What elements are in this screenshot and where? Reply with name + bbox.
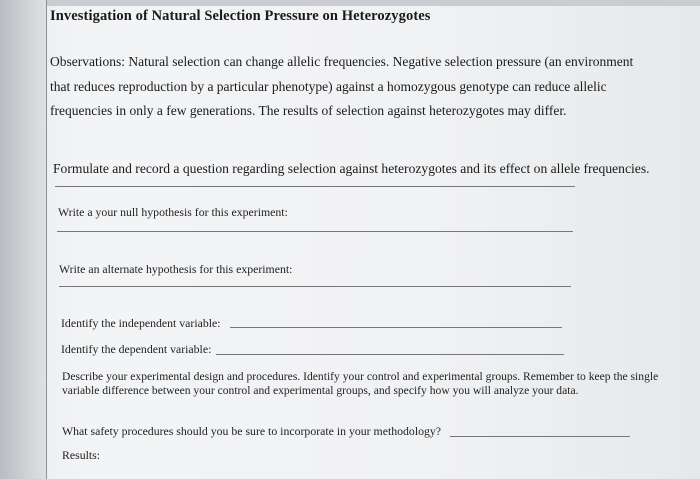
top-edge <box>0 0 700 6</box>
alternate-hypothesis-prompt: Write an alternate hypothesis for this experiment: <box>59 262 293 276</box>
observations-paragraph: Observations: Natural selection can change allelic frequencies. Negative selection pressure (an environment that reduces reproduction by a particular phenotype) against a homozygous genotype can reduce allelic frequencies in only a few generations. The results of selection against heterozygotes may differ. <box>50 54 634 118</box>
design-prompt: Describe your experimental design and procedures. Identify your control and experimental groups. Remember to keep the single variable difference between your control and experimental groups, and specify how you will analyze your data. <box>62 370 659 397</box>
page-title: Investigation of Natural Selection Pressure on Heterozygotes <box>50 8 431 24</box>
alternate-hypothesis-answer-line[interactable] <box>59 286 571 287</box>
safety-prompt: What safety procedures should you be sure to incorporate in your methodology? <box>62 424 442 438</box>
independent-variable-prompt: Identify the independent variable: <box>61 316 221 330</box>
null-hypothesis-answer-line[interactable] <box>57 231 573 232</box>
independent-variable-answer-line[interactable] <box>230 327 562 328</box>
left-border-line <box>46 0 47 479</box>
question-prompt: Formulate and record a question regarding selection against heterozygotes and its effect on allele frequencies. <box>53 161 650 176</box>
results-label: Results: <box>62 448 101 462</box>
dependent-variable-answer-line[interactable] <box>216 354 564 355</box>
safety-answer-line[interactable] <box>450 436 630 437</box>
null-hypothesis-prompt: Write a your null hypothesis for this experiment: <box>58 205 288 219</box>
question-answer-line[interactable] <box>55 186 575 187</box>
left-margin <box>0 0 46 479</box>
dependent-variable-prompt: Identify the dependent variable: <box>61 342 212 356</box>
